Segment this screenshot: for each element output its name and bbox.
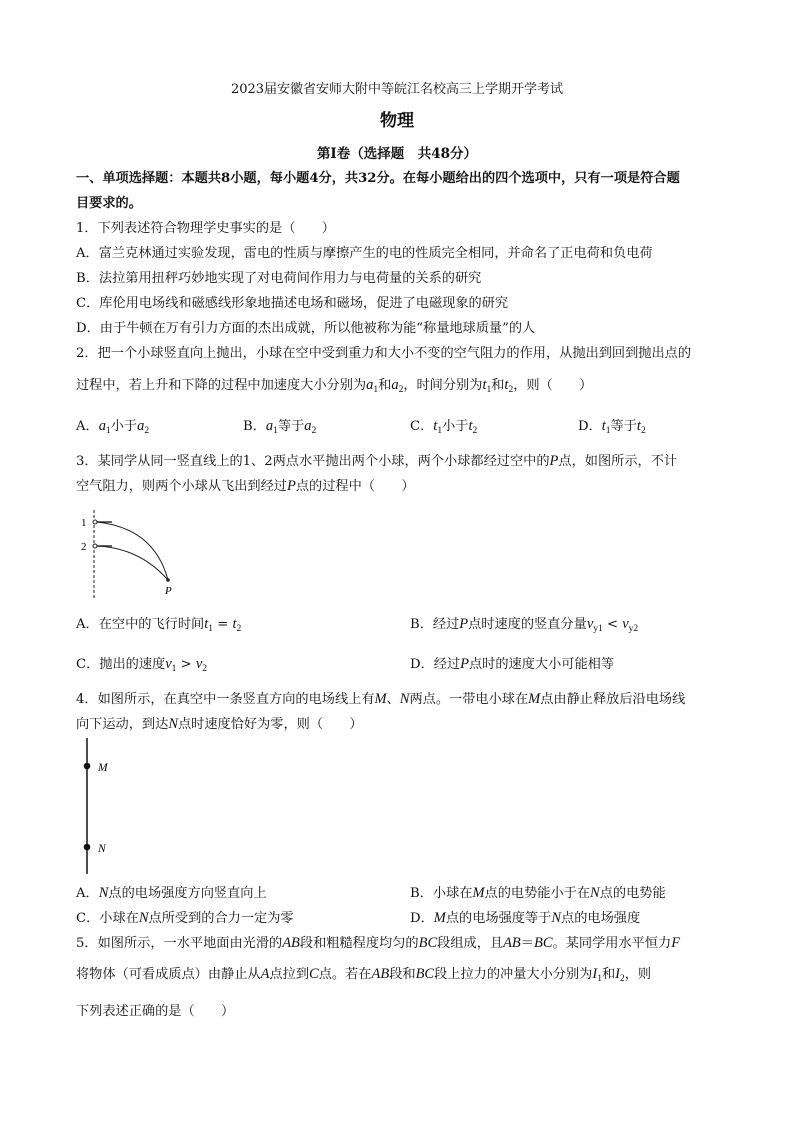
launch-point-2 (93, 544, 97, 548)
q5-line3: 下列表述正确的是（ ） (76, 1004, 235, 1019)
subject-heading: 物理 (380, 111, 414, 131)
q2-line2: 过程中，若上升和下降的过程中加速度大小分别为$a_1$和$a_2$，时间分别为$t_1$和$t_2$，则（ ） (76, 377, 593, 395)
point-p-label: P (165, 585, 172, 597)
q3-option-a: A．在空中的飞行时间$t_1 = t_2$ (76, 616, 242, 634)
point-n (84, 844, 91, 851)
point-n-label: N (98, 843, 106, 855)
q4-field-line-figure (76, 736, 136, 876)
trajectory-1 (97, 522, 168, 580)
q1-option-d: D．由于牛顿在万有引力方面的杰出成就，所以他被称为能“称量地球质量”的人 (76, 321, 536, 336)
q4-line2: 向下运动，到达N点时速度恰好为零，则（ ） (76, 716, 363, 732)
trajectory-2 (97, 546, 168, 580)
q3-line1: 3．某同学从同一竖直线上的1、2两点水平抛出两个小球，两个小球都经过空中的P点，如图所示，不计 (76, 453, 678, 469)
q2-option-b: B．$a_1$等于$a_2$ (243, 418, 317, 436)
exam-title: 2023届安徽省安师大附中等皖江名校高三上学期开学考试 (230, 82, 564, 97)
q2-option-a: A．$a_1$小于$a_2$ (76, 418, 150, 436)
q3-option-c: C．抛出的速度$v_1 > v_2$ (76, 656, 208, 674)
q1-stem: 1．下列表述符合物理学史事实的是（ ） (76, 221, 335, 236)
q4-option-a: A．N点的电场强度方向竖直向上 (76, 885, 267, 901)
section-heading-line1: 一、单项选择题：本题共8小题，每小题4分，共32分。在每小题给出的四个选项中，只有一项是符合题 (76, 171, 680, 186)
point-m-label: M (98, 762, 108, 774)
q4-option-b: B．小球在M点的电势能小于在N点的电势能 (410, 885, 666, 901)
point-1-label: 1 (81, 517, 87, 529)
q3-option-b: B．经过P点时速度的竖直分量$v_{y1} < v_{y2}$ (410, 616, 639, 634)
launch-point-1 (93, 520, 97, 524)
point-m (84, 763, 91, 770)
q2-option-d: D．$t_1$等于$t_2$ (578, 418, 646, 436)
q3-projectile-figure (76, 508, 186, 600)
q5-line2: 将物体（可看成质点）由静止从A点拉到C点。若在AB段和BC段上拉力的冲量大小分别为$I_1$和$I_2$，则 (76, 966, 652, 984)
q2-option-c: C．$t_1$小于$t_2$ (410, 418, 478, 436)
point-2-label: 2 (81, 541, 87, 553)
q3-option-d: D．经过P点时的速度大小可能相等 (410, 656, 615, 672)
q1-option-b: B．法拉第用扭秤巧妙地实现了对电荷间作用力与电荷量的关系的研究 (76, 271, 482, 286)
q2-line1: 2．把一个小球竖直向上抛出，小球在空中受到重力和大小不变的空气阻力的作用，从抛出到回到抛出点的 (76, 346, 692, 361)
volume-heading: 第Ⅰ卷（选择题 共48分） (316, 146, 478, 162)
point-p (166, 578, 170, 582)
q4-option-d: D．M点的电场强度等于N点的电场强度 (410, 910, 641, 926)
q1-option-a: A．富兰克林通过实验发现，雷电的性质与摩擦产生的电的性质完全相同，并命名了正电荷和负电荷 (76, 246, 653, 261)
q3-line2: 空气阻力，则两个小球从飞出到经过P点的过程中（ ） (76, 478, 415, 494)
q4-line1: 4．如图所示，在真空中一条竖直方向的电场线上有M、N两点。一带电小球在M点由静止释放后沿电场线 (76, 691, 686, 707)
q5-line1: 5．如图所示，一水平地面由光滑的AB段和粗糙程度均匀的BC段组成，且AB＝BC。某同学用水平恒力F (76, 935, 681, 951)
q1-option-c: C．库伦用电场线和磁感线形象地描述电场和磁场，促进了电磁现象的研究 (76, 296, 509, 311)
section-heading-line2: 目要求的。 (76, 196, 142, 211)
q4-option-c: C．小球在N点所受到的合力一定为零 (76, 910, 294, 926)
